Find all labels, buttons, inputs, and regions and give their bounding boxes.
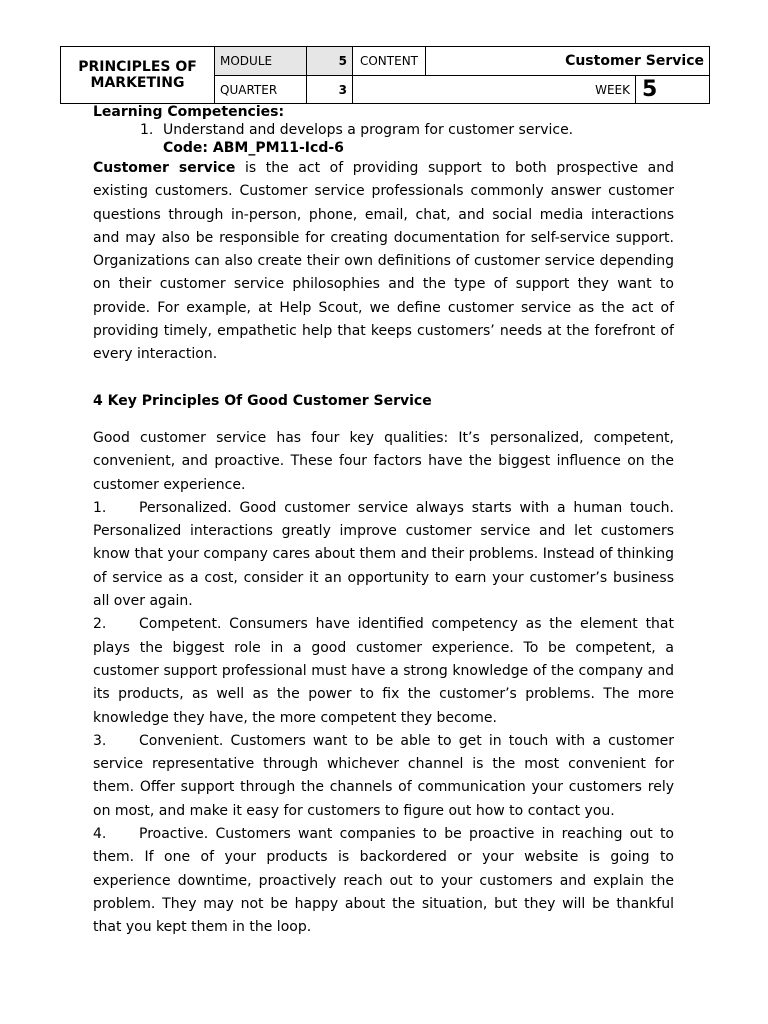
intro-paragraph bbox=[93, 157, 674, 367]
competency-number: 1. bbox=[140, 122, 154, 138]
principle-number: 4. bbox=[93, 826, 107, 843]
week-label: WEEK bbox=[353, 76, 636, 104]
module-header-table bbox=[60, 46, 710, 104]
principle-text: Convenient. Customers want to be able to get in touch with a customer service representative through whichever channel is the most convenient for them. Offer support through the channels of communication your customers rely on most, and make it easy for customers to figure out how to contact you. bbox=[93, 732, 674, 819]
module-label: MODULE bbox=[215, 47, 307, 76]
principle-number: 3. bbox=[93, 732, 107, 749]
principles-title: 4 Key Principles Of Good Customer Service bbox=[93, 392, 432, 409]
principle-number: 2. bbox=[93, 616, 107, 633]
quarter-value: 3 bbox=[307, 76, 353, 104]
principle-number: 1. bbox=[93, 499, 107, 516]
content-value: Customer Service bbox=[426, 47, 710, 76]
week-value: 5 bbox=[636, 76, 710, 104]
intro-text: is the act of providing support to both prospective and existing customers. Customer service professionals commonly answer customer questions through in-person, phone, email, chat, and social media interactions and may also be responsible for creating documentation for self-service support. Organizations can also create their own definitions of customer service depending on their customer service philosophies and the type of support they want to provide. For example, at Help Scout, we define customer service as the act of providing timely, empathetic help that keeps customers’ needs at the forefront of every interaction. bbox=[93, 160, 674, 363]
competencies-list bbox=[93, 121, 674, 157]
module-content bbox=[93, 104, 674, 940]
subject-title: PRINCIPLES OF MARKETING bbox=[61, 47, 215, 104]
competency-code: Code: ABM_PM11-Icd-6 bbox=[163, 140, 344, 156]
intro-term: Customer service bbox=[93, 160, 236, 176]
competencies-heading: Learning Competencies: bbox=[93, 104, 285, 120]
principle-item bbox=[93, 497, 674, 613]
principles-lead: Good customer service has four key qualities: It’s personalized, competent, convenient, and proactive. These four factors have the biggest influence on the customer experience. bbox=[93, 429, 674, 493]
module-value: 5 bbox=[307, 47, 353, 76]
quarter-label: QUARTER bbox=[215, 76, 307, 104]
content-label: CONTENT bbox=[353, 47, 426, 76]
competency-text: Understand and develops a program for customer service. bbox=[163, 122, 574, 138]
principle-text: Personalized. Good customer service always starts with a human touch. Personalized interactions greatly improve customer service and let customers know that your company cares about them and their problems. Instead of thinking of service as a cost, consider it an opportunity to earn your customer’s business all over again. bbox=[93, 499, 674, 610]
principle-item bbox=[93, 730, 674, 823]
principle-item bbox=[93, 613, 674, 729]
competency-item bbox=[93, 121, 674, 157]
principle-item bbox=[93, 823, 674, 939]
principle-text: Competent. Consumers have identified competency as the element that plays the biggest role in a good customer experience. To be competent, a customer support professional must have a strong knowledge of the company and its products, as well as the power to fix the customer’s problems. The more knowledge they have, the more competent they become. bbox=[93, 616, 674, 726]
principle-text: Proactive. Customers want companies to be proactive in reaching out to them. If one of your products is backordered or your website is going to experience downtime, proactively reach out to your customers and explain the problem. They may not be happy about the situation, but they will be thankful that you kept them in the loop. bbox=[93, 826, 674, 936]
